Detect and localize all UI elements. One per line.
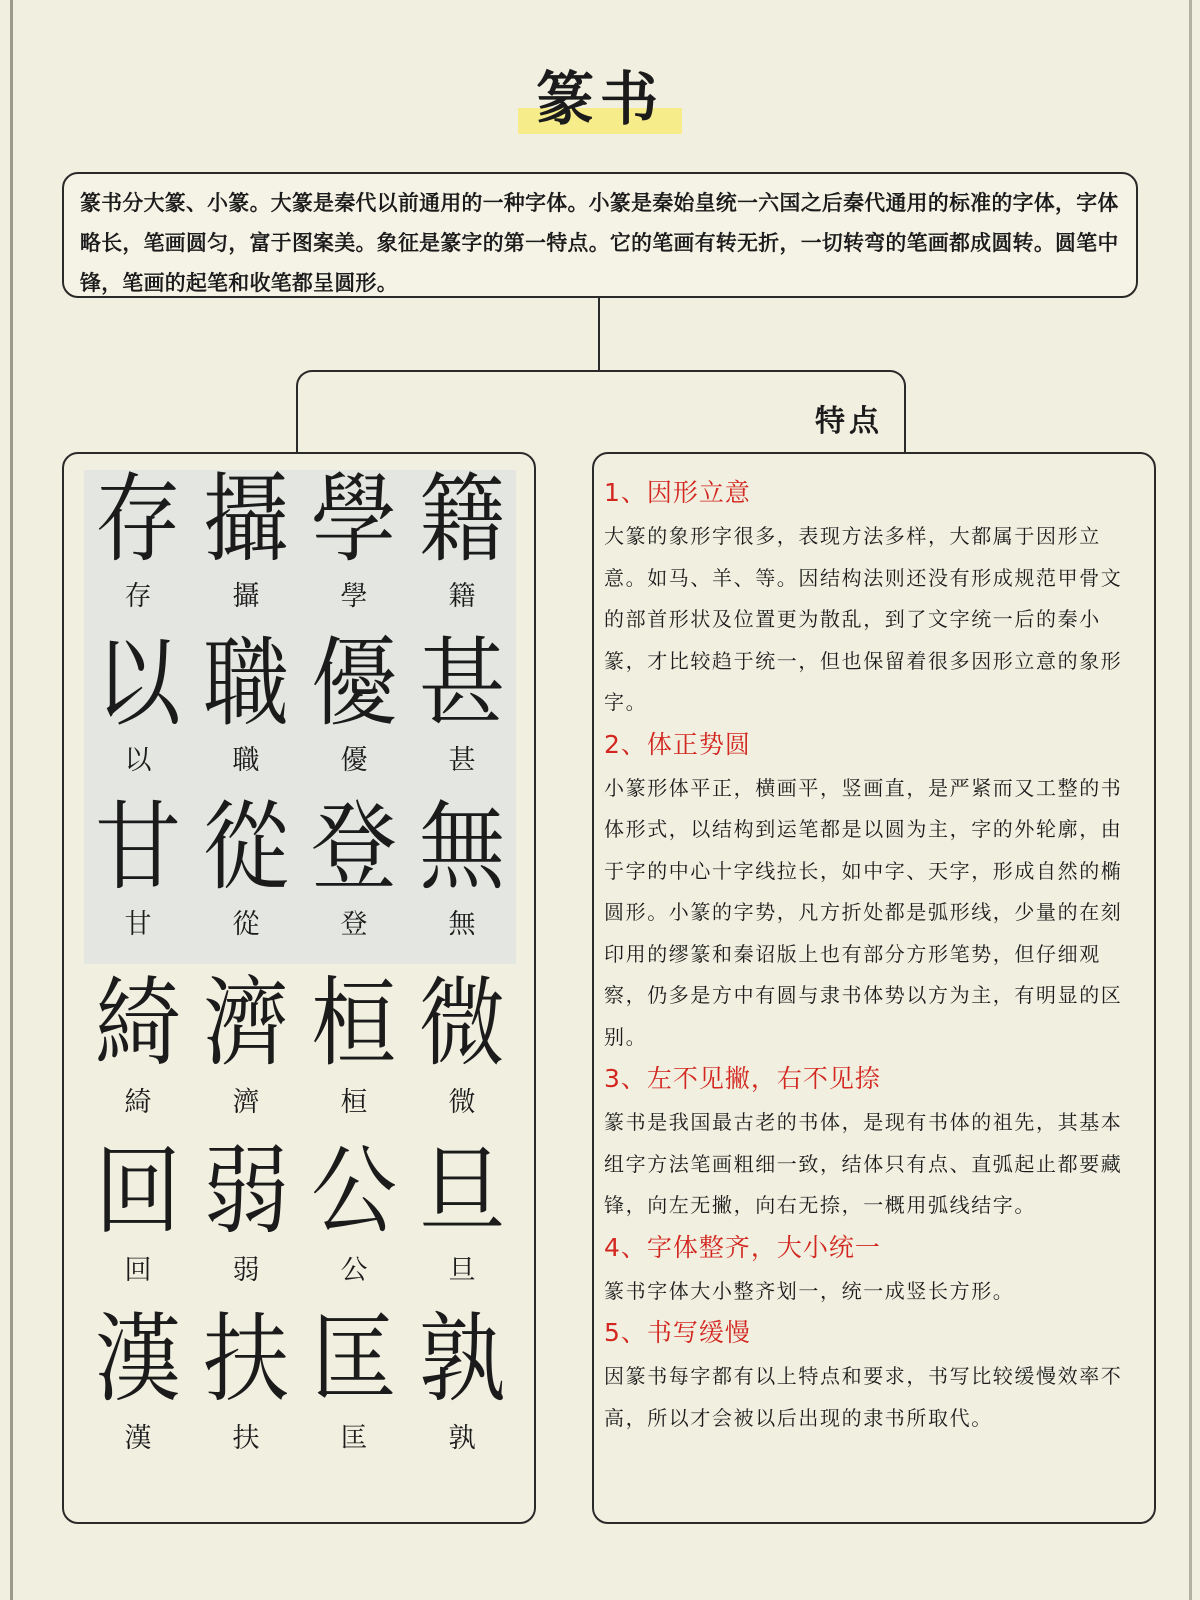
seal-glyph: 綺 xyxy=(95,968,181,1080)
seal-glyph: 籍 xyxy=(419,464,505,576)
glyph-cell xyxy=(300,628,408,778)
modern-glyph-label: 無 xyxy=(448,909,476,940)
feature-heading: 3、左不见撇，右不见捺 xyxy=(604,1064,881,1093)
modern-glyph-label: 從 xyxy=(232,909,260,940)
seal-glyph: 公 xyxy=(311,1136,397,1248)
page-title-text: 篆书 xyxy=(535,65,664,133)
seal-glyph: 學 xyxy=(311,464,397,576)
feature-body: 小篆形体平正，横画平，竖画直，是严紧而又工整的书体形式，以结构到运笔都是以圆为主，字的外轮廓，由于字的中心十字线拉长，如中字、天字，形成自然的椭圆形。小篆的字势，凡方折处都是弧形线，少量的在刻印用的缪篆和秦诏版上也有部分方形笔势，但仔细观察，仍多是方中有圆与隶书体势以方为主，有明显的区别。 xyxy=(604,775,1123,1049)
modern-glyph-label: 旦 xyxy=(448,1255,476,1286)
connector-line xyxy=(598,298,600,370)
modern-glyph-label: 甘 xyxy=(124,909,152,940)
glyph-cell xyxy=(408,1304,516,1456)
glyph-cell xyxy=(408,1136,516,1288)
seal-glyph: 扶 xyxy=(203,1304,289,1416)
glyph-cell xyxy=(300,968,408,1120)
feature-heading: 1、因形立意 xyxy=(604,478,751,507)
modern-glyph-label: 存 xyxy=(124,581,152,612)
glyph-cell xyxy=(300,1304,408,1456)
feature-heading: 2、体正势圆 xyxy=(604,729,751,759)
glyph-cell xyxy=(408,968,516,1120)
glyph-cell xyxy=(84,1136,192,1288)
page-border-right xyxy=(1189,0,1192,1600)
seal-glyph: 桓 xyxy=(311,968,397,1080)
features-list xyxy=(604,474,1138,1439)
seal-glyph: 甘 xyxy=(95,792,181,904)
glyph-cell xyxy=(192,1304,300,1456)
seal-glyph: 優 xyxy=(311,628,397,740)
modern-glyph-label: 學 xyxy=(340,581,368,612)
feature-body: 篆书是我国最古老的书体，是现有书体的祖先，其基本组字方法笔画粗细一致，结体只有点、直弧起止都要藏锋，向左无撇，向右无捺，一概用弧线结字。 xyxy=(604,1110,1123,1217)
modern-glyph-label: 登 xyxy=(340,909,368,940)
modern-glyph-label: 桓 xyxy=(340,1087,368,1118)
glyph-cell xyxy=(300,1136,408,1288)
seal-glyph: 孰 xyxy=(419,1304,505,1416)
seal-glyph: 無 xyxy=(419,792,505,904)
features-label: 特点 xyxy=(815,404,883,439)
glyph-cell xyxy=(84,968,192,1120)
intro-text: 篆书分大篆、小篆。大篆是秦代以前通用的一种字体。小篆是秦始皇统一六国之后秦代通用的标准的字体，字体略长，笔画圆匀，富于图案美。象征是篆字的第一特点。它的笔画有转无折，一切转弯的笔画都成圆转。圆笔中锋，笔画的起笔和收笔都呈圆形。 xyxy=(80,191,1119,295)
glyph-cell xyxy=(192,1136,300,1288)
seal-glyph: 微 xyxy=(419,968,505,1080)
glyph-cell xyxy=(192,628,300,778)
glyph-grid-top xyxy=(84,464,516,964)
seal-glyph: 甚 xyxy=(419,628,505,740)
seal-glyph: 以 xyxy=(95,628,181,740)
glyph-cell xyxy=(300,792,408,942)
glyph-cell xyxy=(84,792,192,942)
feature-body: 大篆的象形字很多，表现方法多样，大都属于因形立意。如马、羊、等。因结构法则还没有形成规范甲骨文的部首形状及位置更为散乱，到了文字统一后的秦小篆，才比较趋于统一，但也保留着很多因形立意的象形字。 xyxy=(604,524,1123,714)
page-title xyxy=(518,52,682,136)
glyph-cell xyxy=(192,464,300,614)
glyph-cell xyxy=(408,792,516,942)
modern-glyph-label: 匡 xyxy=(340,1423,368,1454)
glyph-cell xyxy=(192,968,300,1120)
glyph-panel xyxy=(62,452,536,1524)
feature-heading: 4、字体整齐，大小统一 xyxy=(604,1232,881,1262)
features-panel xyxy=(592,452,1156,1524)
modern-glyph-label: 優 xyxy=(340,745,368,776)
modern-glyph-label: 微 xyxy=(448,1087,476,1118)
modern-glyph-label: 以 xyxy=(124,745,152,776)
modern-glyph-label: 綺 xyxy=(124,1087,152,1118)
modern-glyph-label: 扶 xyxy=(232,1423,260,1454)
modern-glyph-label: 漢 xyxy=(124,1423,152,1454)
seal-glyph: 登 xyxy=(311,792,397,904)
glyph-cell xyxy=(84,464,192,614)
glyph-cell xyxy=(84,628,192,778)
glyph-grid-bottom xyxy=(84,968,516,1504)
modern-glyph-label: 公 xyxy=(340,1255,368,1286)
seal-glyph: 旦 xyxy=(419,1136,505,1248)
feature-heading: 5、书写缓慢 xyxy=(604,1318,751,1347)
seal-glyph: 存 xyxy=(95,464,181,576)
seal-glyph: 回 xyxy=(95,1136,181,1248)
seal-glyph: 攝 xyxy=(203,464,289,576)
modern-glyph-label: 籍 xyxy=(448,581,476,612)
glyph-cell xyxy=(84,1304,192,1456)
feature-body: 因篆书每字都有以上特点和要求，书写比较缓慢效率不高，所以才会被以后出现的隶书所取代。 xyxy=(604,1364,1123,1430)
modern-glyph-label: 攝 xyxy=(232,581,260,612)
modern-glyph-label: 弱 xyxy=(232,1255,260,1286)
feature-body: 篆书字体大小整齐划一，统一成竖长方形。 xyxy=(604,1278,1015,1303)
intro-box xyxy=(62,172,1138,298)
modern-glyph-label: 回 xyxy=(124,1255,152,1286)
seal-glyph: 弱 xyxy=(203,1136,289,1248)
modern-glyph-label: 甚 xyxy=(448,745,476,776)
glyph-cell xyxy=(408,464,516,614)
glyph-cell xyxy=(192,792,300,942)
modern-glyph-label: 孰 xyxy=(448,1423,476,1454)
glyph-cell xyxy=(300,464,408,614)
seal-glyph: 匡 xyxy=(311,1304,397,1416)
modern-glyph-label: 職 xyxy=(232,745,260,776)
seal-glyph: 濟 xyxy=(203,968,289,1080)
title-area xyxy=(0,52,1200,136)
seal-glyph: 從 xyxy=(203,792,289,904)
seal-glyph: 漢 xyxy=(95,1304,181,1416)
glyph-cell xyxy=(408,628,516,778)
seal-glyph: 職 xyxy=(203,628,289,740)
page-border-left xyxy=(10,0,13,1600)
modern-glyph-label: 濟 xyxy=(232,1087,260,1118)
